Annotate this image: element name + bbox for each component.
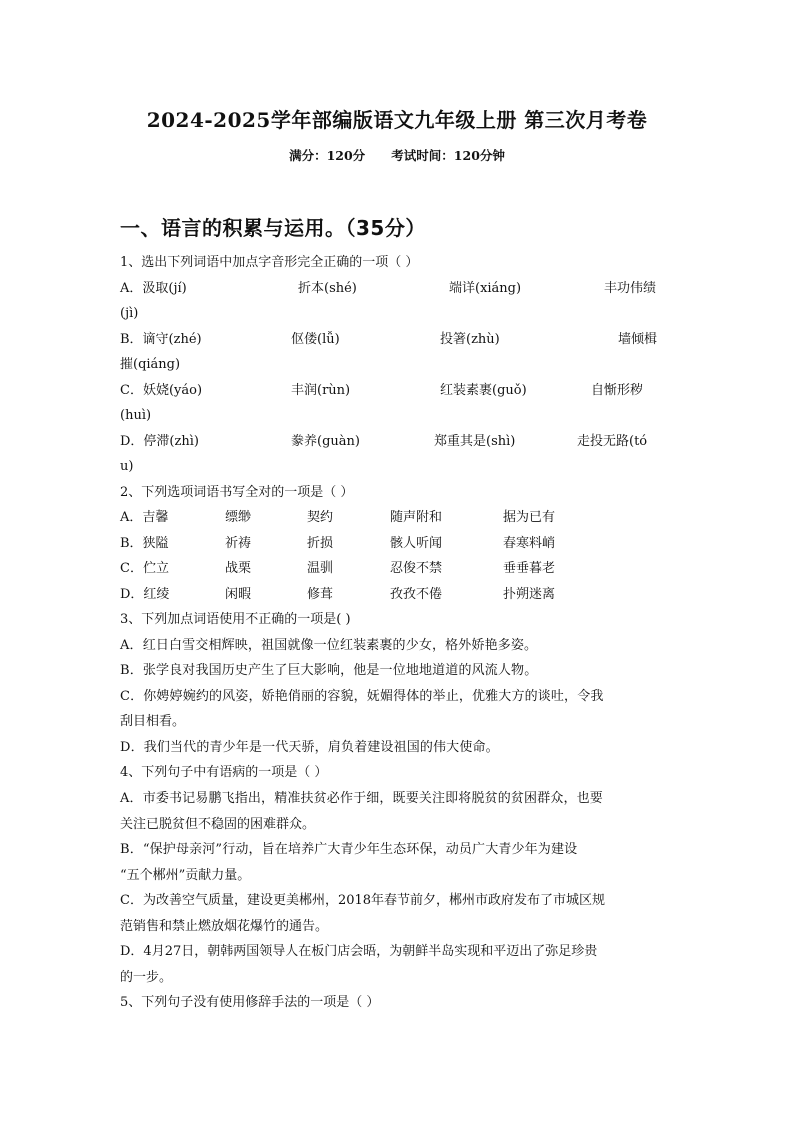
q2-option-b-word4: 骸人听闻 <box>390 536 443 551</box>
q2-option-a: A．吉馨 <box>120 510 169 525</box>
q1-option-c: C．妖娆(yáo) <box>120 383 203 398</box>
q2-option-c: C．伫立 <box>120 561 169 576</box>
q4-option-a-wrap: 关注已脱贫但不稳固的困难群众。 <box>120 817 316 832</box>
q3-option-c: C．你娉婷婉约的风姿，娇艳俏丽的容貌，妩媚得体的举止，优雅大方的谈吐，令我 <box>120 689 604 704</box>
q2-option-c-word5: 垂垂暮老 <box>503 561 556 576</box>
q1-option-b: B．谪守(zhé) <box>120 332 202 347</box>
q2-option-b-word5: 春寒料峭 <box>503 536 556 551</box>
exam-subtitle: 满分：120分 考试时间：120分钟 <box>289 148 505 163</box>
q3-option-b: B．张学良对我国历史产生了巨大影响，他是一位地地道道的风流人物。 <box>120 663 538 678</box>
q1-option-b-word2: 伛偻(lǚ) <box>291 332 340 347</box>
q2-option-b-word2: 祈祷 <box>225 536 252 551</box>
q4-option-c-wrap: 范销售和禁止燃放烟花爆竹的通告。 <box>120 919 329 934</box>
q1-option-c-wrap: (huì) <box>120 408 152 423</box>
q2-option-b: B．狭隘 <box>120 536 169 551</box>
exam-title: 2024-2025学年部编版语文九年级上册 第三次月考卷 <box>146 108 648 132</box>
q1-option-a-word4: 丰功伟绩 <box>604 281 657 296</box>
q1-option-d-wrap: u) <box>120 459 134 474</box>
q1-option-d-word4: 走投无路(tó <box>577 434 648 449</box>
question-2-stem: 2、下列选项词语书写全对的一项是（ ） <box>120 485 354 500</box>
q2-option-a-word2: 缥缈 <box>225 510 252 525</box>
question-5-stem: 5、下列句子没有使用修辞手法的一项是（ ） <box>120 995 380 1010</box>
q3-option-a: A．红日白雪交相辉映，祖国就像一位红装素裹的少女，格外娇艳多姿。 <box>120 638 538 653</box>
q2-option-a-word5: 据为已有 <box>503 510 556 525</box>
section-heading: 一、语言的积累与运用。（35分） <box>120 216 426 240</box>
q4-option-d: D．4月27日，朝韩两国领导人在板门店会晤，为朝鲜半岛实现和平迈出了弥足珍贵 <box>120 944 598 959</box>
question-4-stem: 4、下列句子中有语病的一项是（ ） <box>120 765 328 780</box>
q4-option-c: C．为改善空气质量，建设更美郴州，2018年春节前夕，郴州市政府发布了市城区规 <box>120 893 606 908</box>
q1-option-a-wrap: (jì) <box>120 306 139 321</box>
question-1-stem: 1、选出下列词语中加点字音形完全正确的一项（ ） <box>120 255 419 270</box>
q1-option-a: A．汲取(jí) <box>120 281 187 296</box>
q4-option-b: B．“保护母亲河”行动，旨在培养广大青少年生态环保，动员广大青少年为建设 <box>120 842 578 857</box>
q1-option-b-wrap: 摧(qiáng) <box>120 357 181 372</box>
q1-option-d-word2: 豢养(guàn) <box>291 434 360 449</box>
q1-option-c-word2: 丰润(rùn) <box>291 383 351 398</box>
question-3-stem: 3、下列加点词语使用不正确的一项是( ) <box>120 612 351 627</box>
q2-option-c-word2: 战栗 <box>225 561 252 576</box>
q2-option-b-word3: 折损 <box>307 536 334 551</box>
q2-option-d-word5: 扑朔迷离 <box>503 587 556 602</box>
q1-option-c-word3: 红装素裹(guǒ) <box>440 383 527 398</box>
q1-option-b-word3: 投箸(zhù) <box>440 332 500 347</box>
q1-option-d-word3: 郑重其是(shì) <box>434 434 516 449</box>
q3-option-d: D．我们当代的青少年是一代天骄，肩负着建设祖国的伟大使命。 <box>120 740 499 755</box>
q1-option-d: D．停滞(zhì) <box>120 434 199 449</box>
q2-option-d-word3: 修葺 <box>307 587 334 602</box>
q2-option-d-word2: 闲暇 <box>225 587 252 602</box>
q1-option-b-word4: 墙倾楫 <box>618 332 658 347</box>
q2-option-a-word4: 随声附和 <box>390 510 443 525</box>
q2-option-d-word4: 孜孜不倦 <box>390 587 443 602</box>
q4-option-d-wrap: 的一步。 <box>120 970 173 985</box>
q1-option-c-word4: 自惭形秽 <box>591 383 644 398</box>
q4-option-b-wrap: “五个郴州”贡献力量。 <box>120 868 251 883</box>
q1-option-a-word2: 折本(shé) <box>298 281 357 296</box>
q2-option-c-word3: 温驯 <box>307 561 334 576</box>
q3-option-c-wrap: 刮目相看。 <box>120 714 186 729</box>
q1-option-a-word3: 端详(xiáng) <box>449 281 522 296</box>
q2-option-c-word4: 忍俊不禁 <box>390 561 443 576</box>
q2-option-d: D．红绫 <box>120 587 170 602</box>
q2-option-a-word3: 契约 <box>307 510 334 525</box>
q4-option-a: A．市委书记易鹏飞指出，精准扶贫必作于细，既要关注即将脱贫的贫困群众，也要 <box>120 791 603 806</box>
